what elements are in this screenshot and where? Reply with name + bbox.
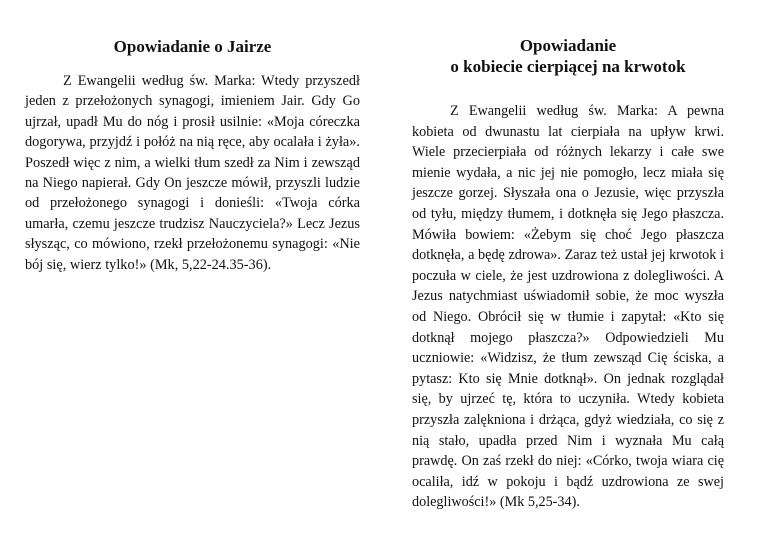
left-column <box>25 0 360 275</box>
hemorrhage-story-text: Z Ewangelii według św. Marka: A pewna kobieta od dwunastu lat cierpiała na upływ krwi. Wiele przecierpiała od różnych lekarzy i całe swe mienie wydała, a nic jej nie pomogło, lecz miała się jeszcze gorzej. Słyszała ona o Jezusie, więc przyszła od tyłu, między tłumem, i dotknęła się Jego płaszcza. Mówiła bowiem: «Żebym się choć Jego płaszcza dotknęła, a będę zdrowa». Zaraz też ustał jej krwotok i poczuła w ciele, że jest uzdrowiona z dolegliwości. A Jezus natychmiast uświadomił sobie, że moc wyszła od Niego. Obrócił się w tłumie i zapytał: «Kto się dotknął mojego płaszcza?» Odpowiedzieli Mu uczniowie: «Widzisz, że tłum zewsząd Cię ściska, a pytasz: Kto się Mnie dotknął». On jednak rozglądał się, by ujrzeć tę, która to uczyniła. Wtedy kobieta przyszła zalękniona i drżąca, gdyż wiedziała, co się z nią stało, upadła przed Nim i wyznała Mu całą prawdę. On zaś rzekł do niej: «Córko, twoja wiara cię ocaliła, idź w pokoju i bądź uzdrowiona ze swej dolegliwości!» (Mk 5,25-34). <box>412 103 724 511</box>
jairus-story-title: Opowiadanie o Jairze <box>113 37 272 56</box>
hemorrhage-story-title <box>412 0 724 77</box>
hemorrhage-story-title-line2: o kobiecie cierpiącej na krwotok <box>450 57 686 76</box>
hemorrhage-story-title-line1: Opowiadanie <box>519 36 617 55</box>
right-column <box>412 0 724 513</box>
jairus-story-text: Z Ewangelii według św. Marka: Wtedy przyszedł jeden z przełożonych synagogi, imieniem Jair. Gdy Go ujrzał, upadł Mu do nóg i prosił usilnie: «Moja córeczka dogorywa, przyjdź i połóż na nią ręce, aby ocalała i żyła». Poszedł więc z nim, a wielki tłum szedł za Nim i zewsząd na Niego napierał. Gdy On jeszcze mówił, przyszli ludzie od przełożonego synagogi i donieśli: «Twoja córka umarła, czemu jeszcze trudzisz Nauczyciela?» Lecz Jezus słysząc, co mówiono, rzekł przełożonemu synagogi: «Nie bój się, wierz tylko!» (Mk, 5,22-24.35-36). <box>25 73 360 273</box>
